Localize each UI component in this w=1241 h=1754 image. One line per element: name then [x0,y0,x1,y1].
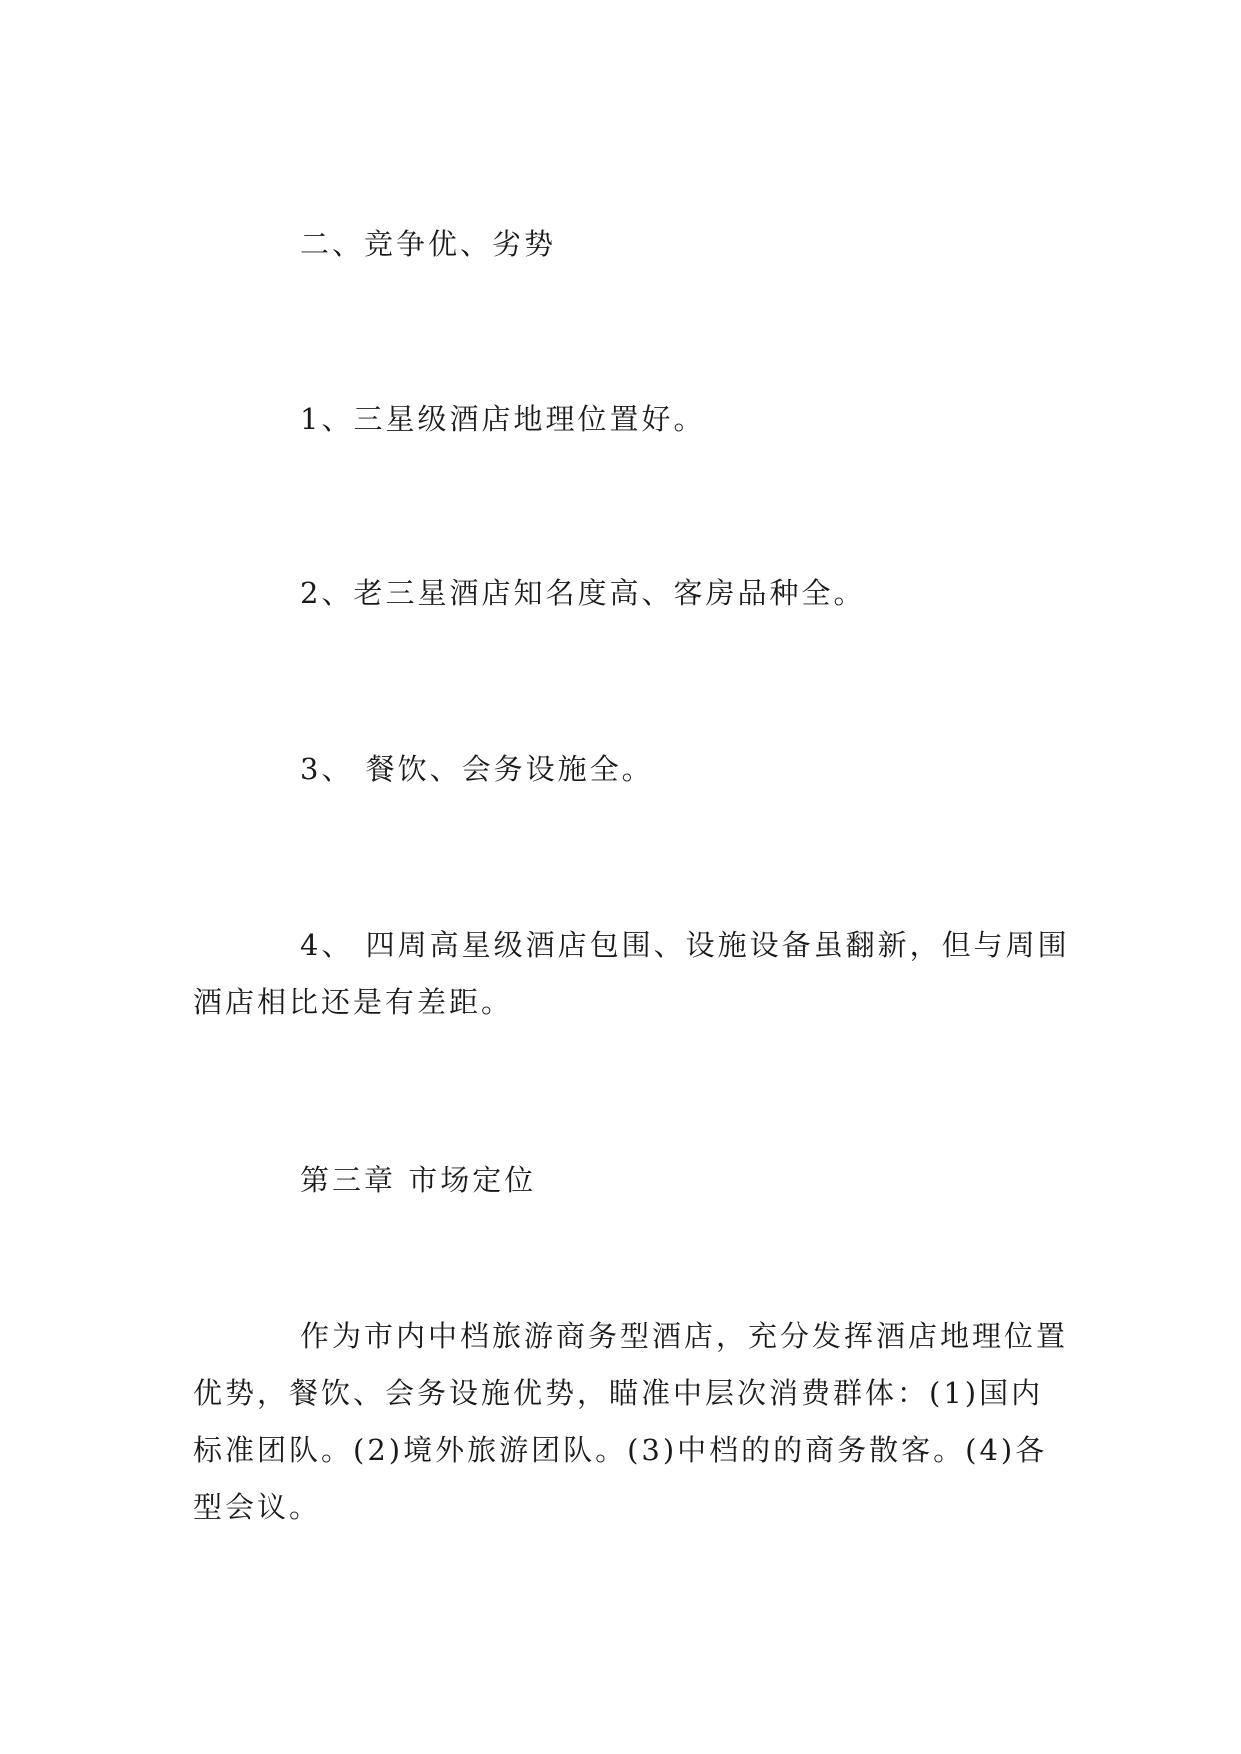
body-paragraph-market-positioning [193,1308,1073,1536]
list-item-3 [193,741,1073,798]
paragraph-text: 二、竞争优、劣势 [300,227,557,261]
paragraph-text: 第三章 市场定位 [300,1163,537,1197]
list-item-1 [193,391,1073,448]
paragraph-text: 1、三星级酒店地理位置好。 [300,402,706,436]
chapter-heading-market-positioning [193,1152,1073,1209]
paragraph-text: 3、 餐饮、会务设施全。 [300,752,654,786]
paragraph-text: 作为市内中档旅游商务型酒店，充分发挥酒店地理位置优势，餐饮、会务设施优势，瞄准中层次消费群体：(1)国内标准团队。(2)境外旅游团队。(3)中档的的商务散客。(4)各型会议。 [193,1319,1069,1524]
list-item-2 [193,565,1073,622]
paragraph-text: 4、 四周高星级酒店包围、设施设备虽翻新，但与周围酒店相比还是有差距。 [193,928,1070,1019]
section-heading-competitive-advantages [193,216,1073,273]
list-item-4 [193,917,1073,1031]
paragraph-text: 2、老三星酒店知名度高、客房品种全。 [300,576,866,610]
